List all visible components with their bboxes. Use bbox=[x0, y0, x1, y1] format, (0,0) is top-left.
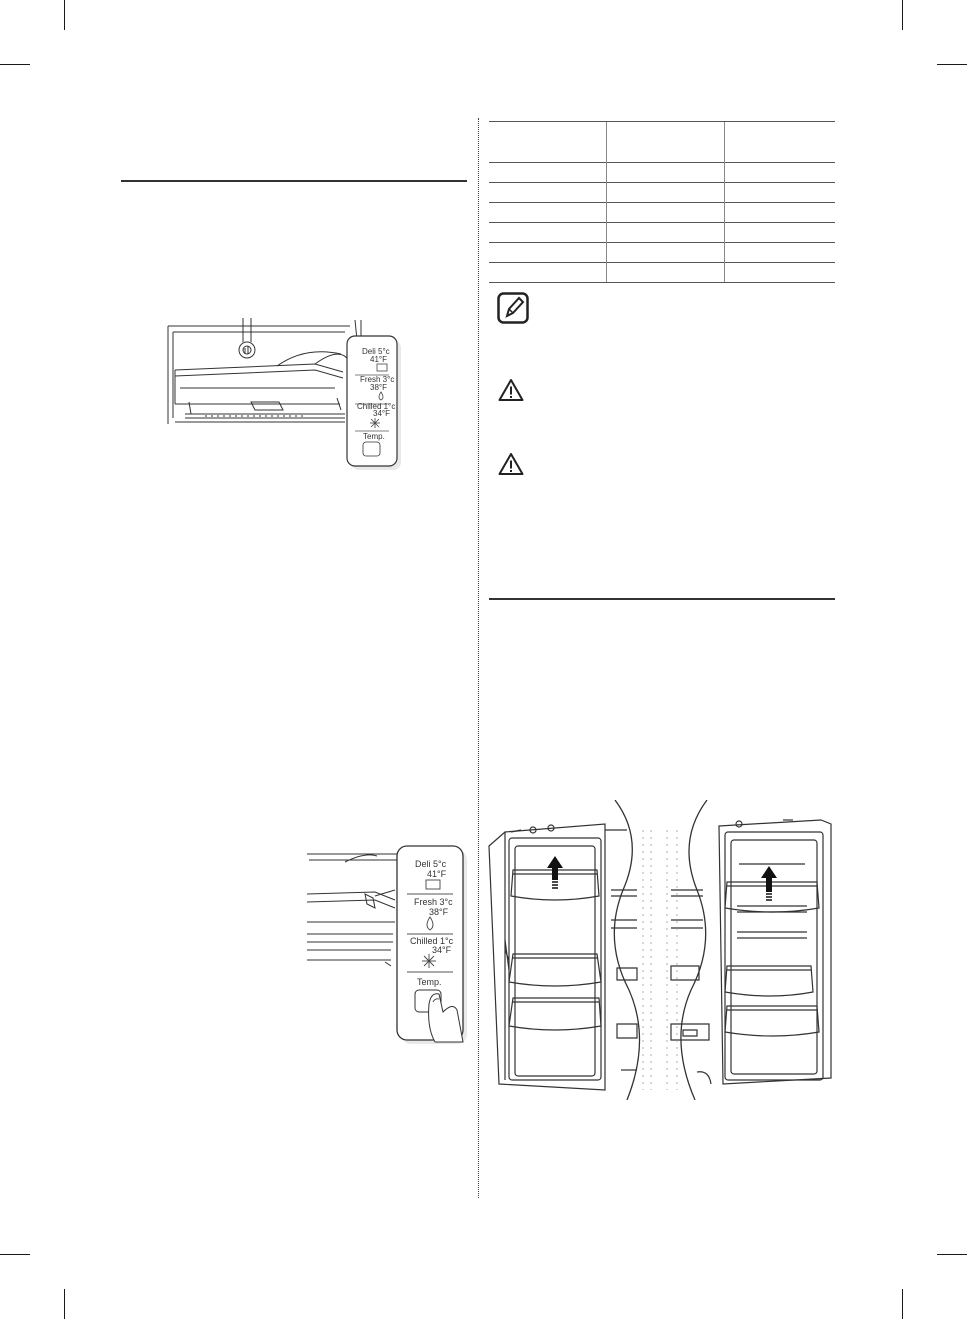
snowflake-icon bbox=[370, 418, 380, 428]
table-row bbox=[489, 243, 835, 263]
snowflake-icon bbox=[422, 954, 436, 968]
panel-fresh-label-lg: Fresh 3°c bbox=[414, 897, 453, 907]
panel-fresh-f-lg: 38°F bbox=[429, 907, 449, 917]
note-pencil-icon bbox=[497, 292, 529, 324]
crop-mark-top-right-v bbox=[902, 0, 903, 30]
arrow-up-icon bbox=[761, 866, 777, 900]
panel-chilled-label-lg: Chilled 1°c bbox=[410, 936, 454, 946]
spec-table bbox=[489, 121, 835, 283]
crop-mark-top-left-h bbox=[0, 64, 30, 65]
crop-mark-top-left-v bbox=[64, 0, 65, 30]
panel-temp-label: Temp. bbox=[363, 432, 385, 441]
drawer-temp-panel-illustration bbox=[165, 318, 410, 483]
temp-button[interactable] bbox=[363, 442, 380, 456]
column-divider bbox=[478, 118, 479, 1198]
table-row bbox=[489, 263, 835, 283]
panel-fresh-label: Fresh 3°c bbox=[360, 375, 395, 384]
panel-chilled-label: Chilled 1°c bbox=[357, 402, 396, 411]
crop-mark-bottom-right-h bbox=[937, 1254, 967, 1255]
warning-triangle-icon bbox=[498, 452, 524, 476]
table-row bbox=[489, 223, 835, 243]
panel-fresh-f: 38°F bbox=[370, 383, 387, 392]
table-header-row bbox=[489, 122, 835, 163]
panel-deli-label-lg: Deli 5°c bbox=[415, 859, 447, 869]
arrow-up-icon bbox=[547, 856, 563, 888]
crop-mark-bottom-right-v bbox=[902, 1289, 903, 1319]
table-row bbox=[489, 203, 835, 223]
right-section-rule bbox=[489, 598, 835, 600]
left-section-rule bbox=[121, 180, 467, 182]
panel-chilled-f-lg: 34°F bbox=[432, 945, 452, 955]
table-row bbox=[489, 183, 835, 203]
panel-temp-label-lg: Temp. bbox=[417, 977, 442, 987]
panel-chilled-f: 34°F bbox=[373, 409, 390, 418]
refrigerator-doors-illustration bbox=[487, 800, 837, 1100]
panel-deli-label: Deli 5°c bbox=[362, 347, 390, 356]
crop-mark-bottom-left-h bbox=[0, 1254, 30, 1255]
crop-mark-top-right-h bbox=[937, 64, 967, 65]
crop-mark-bottom-left-v bbox=[64, 1289, 65, 1319]
panel-deli-f: 41°F bbox=[370, 355, 387, 364]
table-row bbox=[489, 163, 835, 183]
warning-triangle-icon bbox=[498, 378, 524, 402]
panel-deli-f-lg: 41°F bbox=[427, 869, 447, 879]
temp-button-press-illustration bbox=[305, 842, 475, 1047]
